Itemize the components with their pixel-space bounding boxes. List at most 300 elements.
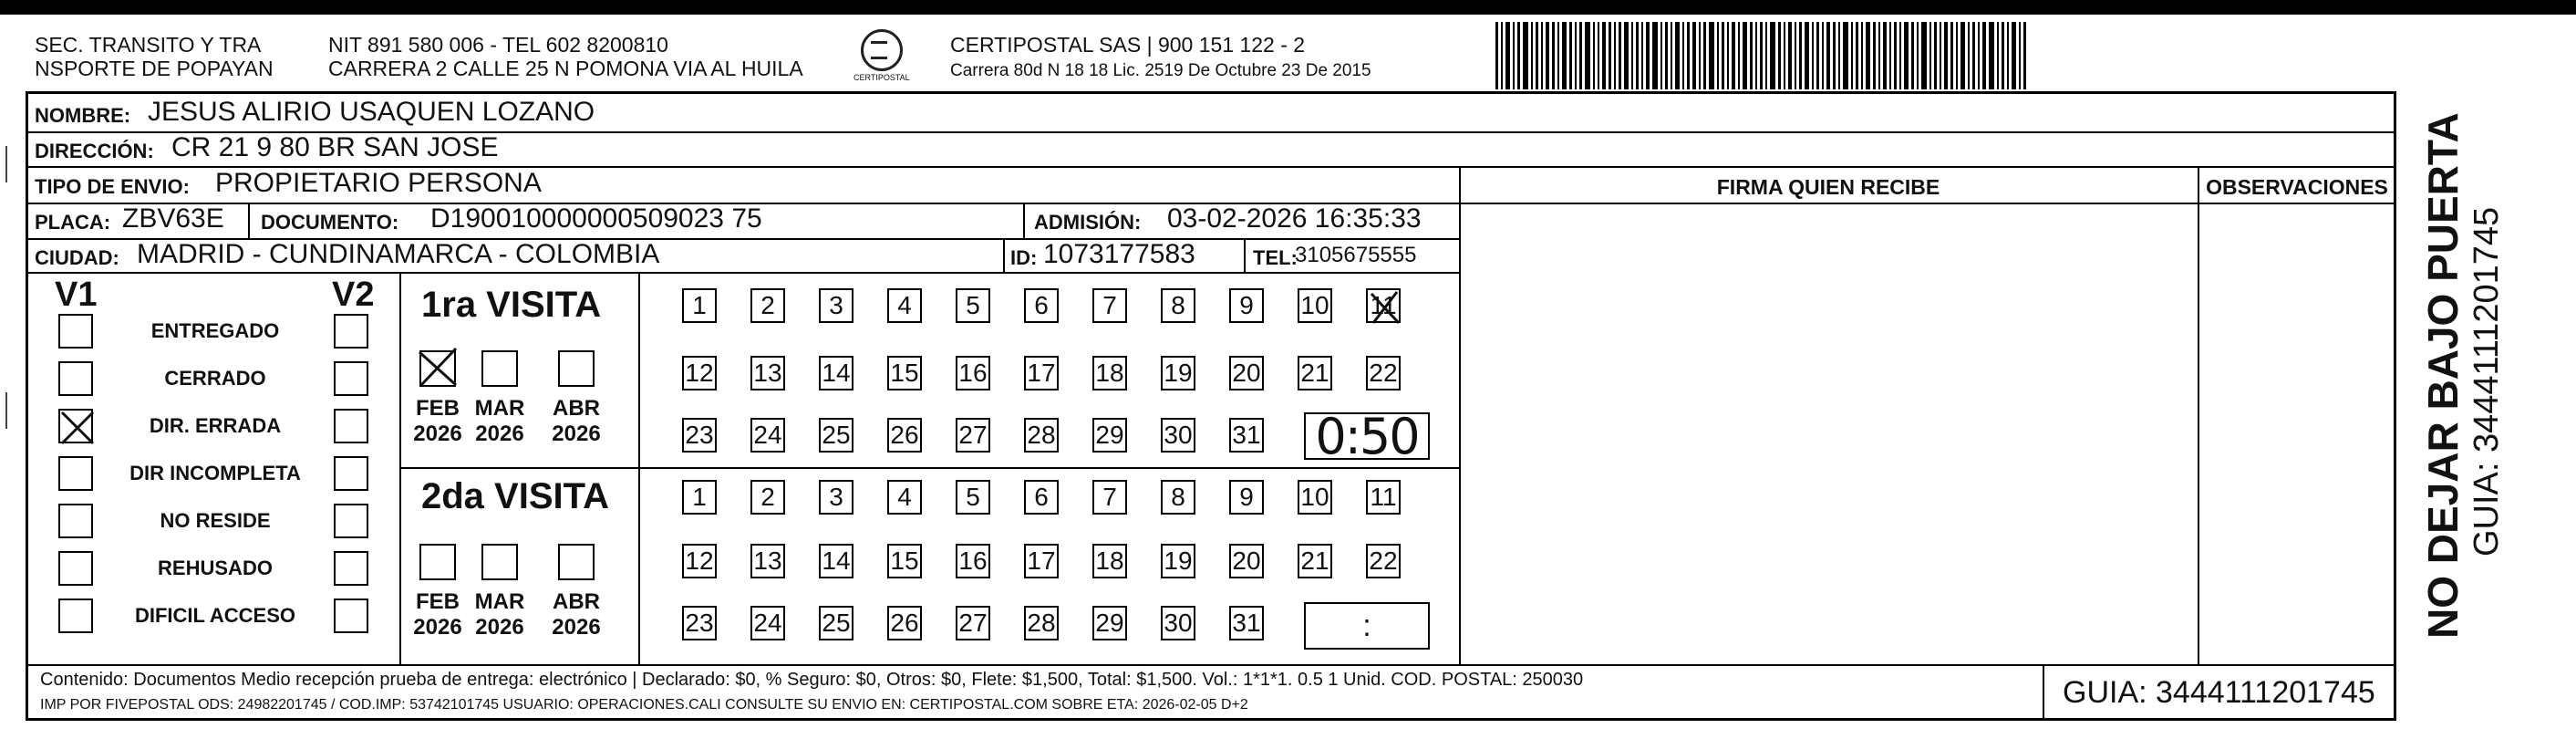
visit2-day-number: 8 xyxy=(1171,483,1185,511)
barcode-bar xyxy=(1866,22,1870,89)
barcode-bar xyxy=(1523,22,1528,89)
visit2-day-number: 28 xyxy=(1027,609,1056,637)
barcode-bar xyxy=(1562,22,1567,89)
visit1-day[interactable] xyxy=(819,418,853,453)
visit1-day-number: 6 xyxy=(1034,291,1049,319)
visit1-day-number: 18 xyxy=(1095,359,1124,387)
barcode-bar xyxy=(1541,22,1543,89)
status-v1-checkbox[interactable] xyxy=(58,456,93,491)
visit1-day[interactable] xyxy=(956,418,990,453)
scan-mark xyxy=(5,392,7,429)
barcode-bar xyxy=(1687,22,1690,89)
barcode-bar xyxy=(1760,22,1763,89)
barcode-bar xyxy=(1631,22,1633,89)
barcode-bar xyxy=(1921,22,1927,89)
visit1-day-number: 17 xyxy=(1027,359,1056,387)
visit1-day-number: 14 xyxy=(822,359,851,387)
visit1-day[interactable] xyxy=(750,288,785,323)
barcode-bar xyxy=(1738,22,1740,89)
visit2-day-number: 31 xyxy=(1232,609,1261,637)
barcode-bar xyxy=(1889,22,1891,89)
barcode-bar xyxy=(1709,22,1714,89)
barcode-bar xyxy=(1770,22,1775,89)
visit2-month-checkbox[interactable] xyxy=(481,544,518,580)
barcode-bar xyxy=(1989,22,1994,89)
visit1-day[interactable] xyxy=(1229,418,1264,453)
visit1-day-number: 16 xyxy=(958,359,988,387)
logo-icon xyxy=(861,29,903,71)
status-v1-checkbox[interactable] xyxy=(58,361,93,396)
barcode-bar xyxy=(1703,22,1706,89)
visit2-day[interactable] xyxy=(887,480,922,515)
admision-label: ADMISIÓN: xyxy=(1034,211,1142,234)
visit2-year-label: 2026 xyxy=(475,615,524,640)
barcode-bar xyxy=(1795,22,1796,89)
visit1-day-number: 15 xyxy=(890,359,919,387)
no-dejar-bajo-puerta: NO DEJAR BAJO PUERTA xyxy=(2419,112,2467,639)
barcode-bar xyxy=(1675,22,1680,89)
status-v2-checkbox[interactable] xyxy=(334,598,368,633)
visit1-day[interactable] xyxy=(1092,418,1127,453)
visit1-day[interactable] xyxy=(1024,356,1059,390)
visit2-day-number: 26 xyxy=(890,609,919,637)
documento-label: DOCUMENTO: xyxy=(261,211,399,234)
barcode-bar xyxy=(1982,22,1986,89)
barcode-bar xyxy=(1861,22,1863,89)
barcode-bar xyxy=(1883,22,1887,89)
barcode-bar xyxy=(1495,22,1498,89)
sender-line-1: SEC. TRANSITO Y TRA xyxy=(35,33,262,57)
barcode-bar xyxy=(1671,22,1672,89)
barcode-bar xyxy=(1778,22,1781,89)
visit2-day[interactable] xyxy=(887,544,922,578)
barcode-bar xyxy=(1624,22,1629,89)
visit2-day[interactable] xyxy=(1024,480,1059,515)
visit2-day-number: 14 xyxy=(822,546,851,575)
barcode-bar xyxy=(1552,22,1555,89)
visit1-day-number: 8 xyxy=(1171,291,1185,319)
barcode-bar xyxy=(1619,22,1621,89)
visit1-day-number: 12 xyxy=(685,359,714,387)
barcode-bar xyxy=(1950,22,1953,89)
visit1-day-number: 20 xyxy=(1232,359,1261,387)
visit2-day[interactable] xyxy=(1161,606,1195,640)
company-line-2: Carrera 80d N 18 18 Lic. 2519 De Octubre 23 De 2015 xyxy=(950,61,1371,80)
barcode-bar xyxy=(1579,22,1582,89)
visit1-month-checkbox[interactable] xyxy=(419,350,456,387)
barcode-bar xyxy=(1569,22,1572,89)
barcode-bar xyxy=(1743,22,1747,89)
visit2-day-number: 7 xyxy=(1102,483,1117,511)
visit2-day[interactable] xyxy=(819,544,853,578)
barcode-bar xyxy=(1722,22,1724,89)
visit2-day[interactable] xyxy=(1366,544,1401,578)
status-option-label: REHUSADO xyxy=(158,557,273,579)
visit1-day[interactable] xyxy=(887,356,922,390)
barcode-bar xyxy=(1899,22,1901,89)
visit1-time: 0:50 xyxy=(1315,407,1419,465)
visit2-day[interactable] xyxy=(956,480,990,515)
ciudad-label: CIUDAD: xyxy=(35,246,119,269)
barcode-bar xyxy=(1665,22,1668,89)
visit1-day-number: 19 xyxy=(1164,359,1193,387)
barcode-bar xyxy=(2002,22,2004,89)
nit-line-2: CARRERA 2 CALLE 25 N POMONA VIA AL HUILA xyxy=(328,57,803,80)
visit2-day[interactable] xyxy=(1161,480,1195,515)
visit2-day[interactable] xyxy=(750,606,785,640)
barcode-bar xyxy=(1646,22,1650,89)
visit1-day[interactable] xyxy=(819,356,853,390)
visit2-day-number: 18 xyxy=(1095,546,1124,575)
barcode-bar xyxy=(1575,22,1577,89)
visit2-day-number: 9 xyxy=(1239,483,1254,511)
visit1-title: 1ra VISITA xyxy=(421,285,602,325)
barcode-bar xyxy=(1546,22,1549,89)
v1-header: V1 xyxy=(55,276,98,314)
nombre-label: NOMBRE: xyxy=(35,104,131,127)
visit1-day[interactable] xyxy=(1298,356,1332,390)
visit2-day-number: 11 xyxy=(1370,483,1397,511)
barcode-bar xyxy=(2012,22,2016,89)
v2-header: V2 xyxy=(332,276,375,314)
visit1-day[interactable] xyxy=(1161,356,1195,390)
firma-column-header: FIRMA QUIEN RECIBE xyxy=(1716,175,1940,199)
visit1-day[interactable] xyxy=(819,288,853,323)
observaciones-column-header: OBSERVACIONES xyxy=(2206,175,2388,199)
barcode-bar xyxy=(1833,22,1836,89)
footer-imp-line: IMP POR FIVEPOSTAL ODS: 24982201745 / COD.IMP: 53742101745 USUARIO: OPERACIONES.CALI CONSULTE SU ENVIO EN: CERTIPOSTAL.COM SOBRE ETA: 2026-02-05 D+2 xyxy=(40,697,1248,713)
barcode-bar xyxy=(1978,22,1980,89)
barcode-bar xyxy=(1501,22,1503,89)
barcode-bar xyxy=(1822,22,1824,89)
visit2-day[interactable] xyxy=(1024,606,1059,640)
visit1-month-checkbox[interactable] xyxy=(481,350,518,387)
visit2-year-label: 2026 xyxy=(552,615,601,640)
visit2-time: : xyxy=(1362,608,1371,643)
visit2-day[interactable] xyxy=(956,606,990,640)
barcode-bar xyxy=(1788,22,1792,89)
visit2-year-label: 2026 xyxy=(413,615,462,640)
visit1-day-number: 4 xyxy=(897,291,912,319)
visit2-day-number: 23 xyxy=(685,609,714,637)
barcode-bar xyxy=(1826,22,1830,89)
visit2-day[interactable] xyxy=(819,480,853,515)
visit1-day[interactable] xyxy=(1366,356,1401,390)
visit2-day-number: 2 xyxy=(760,483,775,511)
barcode-bar xyxy=(1598,22,1599,89)
visit1-day-number: 24 xyxy=(753,421,782,449)
barcode-bar xyxy=(1878,22,1880,89)
barcode-bar xyxy=(1894,22,1897,89)
barcode-bar xyxy=(1636,22,1639,89)
visit2-day-number: 19 xyxy=(1164,546,1193,575)
barcode-bar xyxy=(1652,22,1658,89)
visit1-day[interactable] xyxy=(887,418,922,453)
barcode-bar xyxy=(1816,22,1819,89)
barcode-bar xyxy=(1873,22,1876,89)
visit2-day-number: 20 xyxy=(1232,546,1261,575)
id-label: ID: xyxy=(1010,246,1038,269)
visit1-day-number: 13 xyxy=(753,359,782,387)
barcode-bar xyxy=(1956,22,1958,89)
sender-line-2: NSPORTE DE POPAYAN xyxy=(35,57,274,80)
barcode-bar xyxy=(1585,22,1590,89)
barcode-bar xyxy=(1717,22,1719,89)
visit1-month-label: ABR xyxy=(553,396,600,421)
visit2-day[interactable] xyxy=(682,606,717,640)
barcode-bar xyxy=(1699,22,1701,89)
tipo-envio-value: PROPIETARIO PERSONA xyxy=(215,168,542,198)
barcode-bar xyxy=(1692,22,1696,89)
barcode-bar xyxy=(1799,22,1802,89)
barcode-bar xyxy=(1917,22,1919,89)
visit2-day[interactable] xyxy=(956,544,990,578)
documento-value: D190010000000509023 75 xyxy=(430,203,762,234)
visit1-day[interactable] xyxy=(750,356,785,390)
visit1-day[interactable] xyxy=(682,418,717,453)
visit1-day[interactable] xyxy=(1092,288,1127,323)
barcode-bar xyxy=(1784,22,1785,89)
barcode-bar xyxy=(1755,22,1757,89)
visit1-day-number: 2 xyxy=(760,291,775,319)
status-v1-checkbox[interactable] xyxy=(58,409,93,443)
visit2-day-number: 16 xyxy=(958,546,988,575)
barcode-bar xyxy=(1593,22,1595,89)
barcode-bar xyxy=(1602,22,1606,89)
status-v2-checkbox[interactable] xyxy=(334,361,368,396)
visit2-day-number: 3 xyxy=(829,483,843,511)
placa-value: ZBV63E xyxy=(122,203,224,234)
direccion-label: DIRECCIÓN: xyxy=(35,140,154,162)
visit2-month-label: MAR xyxy=(474,589,525,614)
visit1-day[interactable] xyxy=(1161,418,1195,453)
visit2-month-checkbox[interactable] xyxy=(419,544,456,580)
tipo-envio-label: TIPO DE ENVIO: xyxy=(35,175,190,198)
visit1-day[interactable] xyxy=(1229,288,1264,323)
admision-value: 03-02-2026 16:35:33 xyxy=(1167,203,1422,234)
visit1-day[interactable] xyxy=(1092,356,1127,390)
barcode-bar xyxy=(1960,22,1965,89)
status-option-label: DIR. ERRADA xyxy=(149,414,282,437)
visit1-day[interactable] xyxy=(682,288,717,323)
tracking-barcode xyxy=(1495,22,2225,89)
visit2-day[interactable] xyxy=(682,480,717,515)
scan-mark xyxy=(5,146,7,182)
visit2-title: 2da VISITA xyxy=(421,476,609,516)
barcode-bar xyxy=(1517,22,1520,89)
visit2-day[interactable] xyxy=(1024,544,1059,578)
visit2-day[interactable] xyxy=(819,606,853,640)
visit2-day-number: 30 xyxy=(1164,609,1193,637)
visit1-day[interactable] xyxy=(956,288,990,323)
visit1-month-checkbox[interactable] xyxy=(558,350,595,387)
visit2-day[interactable] xyxy=(682,544,717,578)
visit1-day-number: 21 xyxy=(1300,359,1329,387)
visit2-day[interactable] xyxy=(1092,606,1127,640)
barcode-bar xyxy=(1750,22,1753,89)
visit1-day-number: 30 xyxy=(1164,421,1193,449)
visit2-day-number: 17 xyxy=(1027,546,1056,575)
visit1-day-number: 28 xyxy=(1027,421,1056,449)
visit2-day-number: 4 xyxy=(897,483,912,511)
barcode-bar xyxy=(1968,22,1970,89)
visit1-day[interactable] xyxy=(1298,288,1332,323)
barcode-bar xyxy=(1997,22,1999,89)
barcode-bar xyxy=(1513,22,1515,89)
visit2-day[interactable] xyxy=(1229,480,1264,515)
barcode-bar xyxy=(1856,22,1858,89)
top-border xyxy=(0,0,2576,15)
visit2-day[interactable] xyxy=(1161,544,1195,578)
barcode-bar xyxy=(1505,22,1510,89)
barcode-bar xyxy=(1641,22,1643,89)
status-v1-checkbox[interactable] xyxy=(58,551,93,586)
barcode-bar xyxy=(1805,22,1809,89)
visit2-month-label: ABR xyxy=(553,589,600,614)
status-option-label: DIR INCOMPLETA xyxy=(129,462,301,484)
nombre-value: JESUS ALIRIO USAQUEN LOZANO xyxy=(148,97,595,127)
barcode-bar xyxy=(1851,22,1853,89)
visit2-day[interactable] xyxy=(1298,480,1332,515)
visit2-day-number: 25 xyxy=(822,609,851,637)
footer-guia: GUIA: 3444111201745 xyxy=(2063,675,2375,710)
direccion-value: CR 21 9 80 BR SAN JOSE xyxy=(171,132,499,162)
visit1-day-number: 22 xyxy=(1369,359,1398,387)
visit2-day-number: 10 xyxy=(1300,483,1329,511)
status-v1-checkbox[interactable] xyxy=(58,314,93,349)
barcode-bar xyxy=(1944,22,1948,89)
visit2-day-number: 22 xyxy=(1369,546,1398,575)
visit1-day[interactable] xyxy=(1229,356,1264,390)
visit2-day-number: 1 xyxy=(692,483,707,511)
visit2-day-number: 27 xyxy=(958,609,988,637)
visit2-day-number: 29 xyxy=(1095,609,1124,637)
visit1-day[interactable] xyxy=(887,288,922,323)
tel-value: 3105675555 xyxy=(1295,243,1417,267)
placa-label: PLACA: xyxy=(35,211,111,234)
visit2-time-box[interactable] xyxy=(1304,602,1430,650)
visit1-day[interactable] xyxy=(956,356,990,390)
visit1-day-number: 31 xyxy=(1232,421,1261,449)
visit2-day-number: 12 xyxy=(685,546,714,575)
id-value: 1073177583 xyxy=(1043,239,1195,269)
company-line-1: CERTIPOSTAL SAS | 900 151 122 - 2 xyxy=(950,33,1306,57)
status-v2-checkbox[interactable] xyxy=(334,314,368,349)
barcode-bar xyxy=(1536,22,1538,89)
logo-caption: CERTIPOSTAL xyxy=(853,73,910,82)
barcode-bar xyxy=(1732,22,1735,89)
barcode-bar xyxy=(1660,22,1662,89)
barcode-bar xyxy=(2007,22,2009,89)
barcode-bar xyxy=(1727,22,1729,89)
barcode-bar xyxy=(1614,22,1616,89)
nit-line-1: NIT 891 580 006 - TEL 602 8200810 xyxy=(328,33,668,57)
visit2-day[interactable] xyxy=(1298,544,1332,578)
visit1-year-label: 2026 xyxy=(413,422,462,446)
visit1-time-box[interactable] xyxy=(1304,407,1430,465)
visit1-day[interactable] xyxy=(1024,418,1059,453)
visit1-day-number: 3 xyxy=(829,291,843,319)
barcode-bar xyxy=(1972,22,1975,89)
visit2-month-label: FEB xyxy=(416,589,460,614)
visit1-day-number: 23 xyxy=(685,421,714,449)
side-guia: GUIA: 3444111201745 xyxy=(2467,206,2506,557)
status-v1-checkbox[interactable] xyxy=(58,598,93,633)
barcode-bar xyxy=(1904,22,1909,89)
visit2-day[interactable] xyxy=(750,544,785,578)
status-option-label: DIFICIL ACCESO xyxy=(134,604,295,627)
barcode-bar xyxy=(1765,22,1767,89)
barcode-bar xyxy=(1843,22,1848,89)
status-option-label: CERRADO xyxy=(164,367,266,390)
visit2-day-number: 13 xyxy=(753,546,782,575)
visit1-day-number: 7 xyxy=(1102,291,1117,319)
barcode-bar xyxy=(1940,22,1941,89)
visit1-day-number: 9 xyxy=(1239,291,1254,319)
status-v2-checkbox[interactable] xyxy=(334,504,368,538)
barcode-bar xyxy=(1929,22,1931,89)
visit2-day[interactable] xyxy=(1366,480,1401,515)
visit1-day-number: 5 xyxy=(966,291,980,319)
ciudad-value: MADRID - CUNDINAMARCA - COLOMBIA xyxy=(137,239,660,269)
status-v2-checkbox[interactable] xyxy=(334,456,368,491)
tel-label: TEL: xyxy=(1253,246,1298,269)
visit2-day[interactable] xyxy=(750,480,785,515)
visit1-day[interactable] xyxy=(750,418,785,453)
visit2-day[interactable] xyxy=(1092,480,1127,515)
visit1-month-label: FEB xyxy=(416,396,460,421)
barcode-bar xyxy=(1609,22,1611,89)
barcode-bar xyxy=(1934,22,1937,89)
visit2-day-number: 5 xyxy=(966,483,980,511)
visit2-day[interactable] xyxy=(1092,544,1127,578)
visit2-day[interactable] xyxy=(1229,606,1264,640)
visit2-day-number: 24 xyxy=(753,609,782,637)
barcode-bar xyxy=(1682,22,1684,89)
visit2-month-checkbox[interactable] xyxy=(558,544,595,580)
status-v2-checkbox[interactable] xyxy=(334,551,368,586)
visit2-day[interactable] xyxy=(887,606,922,640)
visit2-day[interactable] xyxy=(1229,544,1264,578)
barcode-bar xyxy=(1911,22,1914,89)
status-v2-checkbox[interactable] xyxy=(334,409,368,443)
footer-content-line: Contenido: Documentos Medio recepción prueba de entrega: electrónico | Declarado: $0, % Seguro: $0, Otros: $0, Flete: $1,500, Total: $1,500. Vol.: 1*1*1. 0.5 1 Unid. COD. POSTAL: 250030 xyxy=(40,670,1584,690)
visit1-day[interactable] xyxy=(1024,288,1059,323)
visit2-day-number: 15 xyxy=(890,546,919,575)
status-option-label: ENTREGADO xyxy=(150,319,280,342)
status-v1-checkbox[interactable] xyxy=(58,504,93,538)
visit1-year-label: 2026 xyxy=(552,422,601,446)
visit1-month-label: MAR xyxy=(474,396,525,421)
visit1-day-number: 1 xyxy=(692,291,707,319)
barcode-bar xyxy=(1812,22,1814,89)
status-option-label: NO RESIDE xyxy=(160,509,271,532)
barcode-bar xyxy=(1557,22,1559,89)
visit1-year-label: 2026 xyxy=(475,422,524,446)
barcode-bar xyxy=(2023,22,2026,89)
visit1-day[interactable] xyxy=(1161,288,1195,323)
visit1-day-number: 29 xyxy=(1095,421,1124,449)
visit1-day-number: 26 xyxy=(890,421,919,449)
visit1-day-number: 27 xyxy=(958,421,988,449)
barcode-bar xyxy=(2019,22,2021,89)
visit1-day-number: 10 xyxy=(1300,291,1329,319)
visit1-day[interactable] xyxy=(682,356,717,390)
certipostal-logo xyxy=(853,29,908,89)
barcode-bar xyxy=(1838,22,1840,89)
visit2-day-number: 6 xyxy=(1034,483,1049,511)
visit1-day[interactable] xyxy=(1366,288,1401,323)
